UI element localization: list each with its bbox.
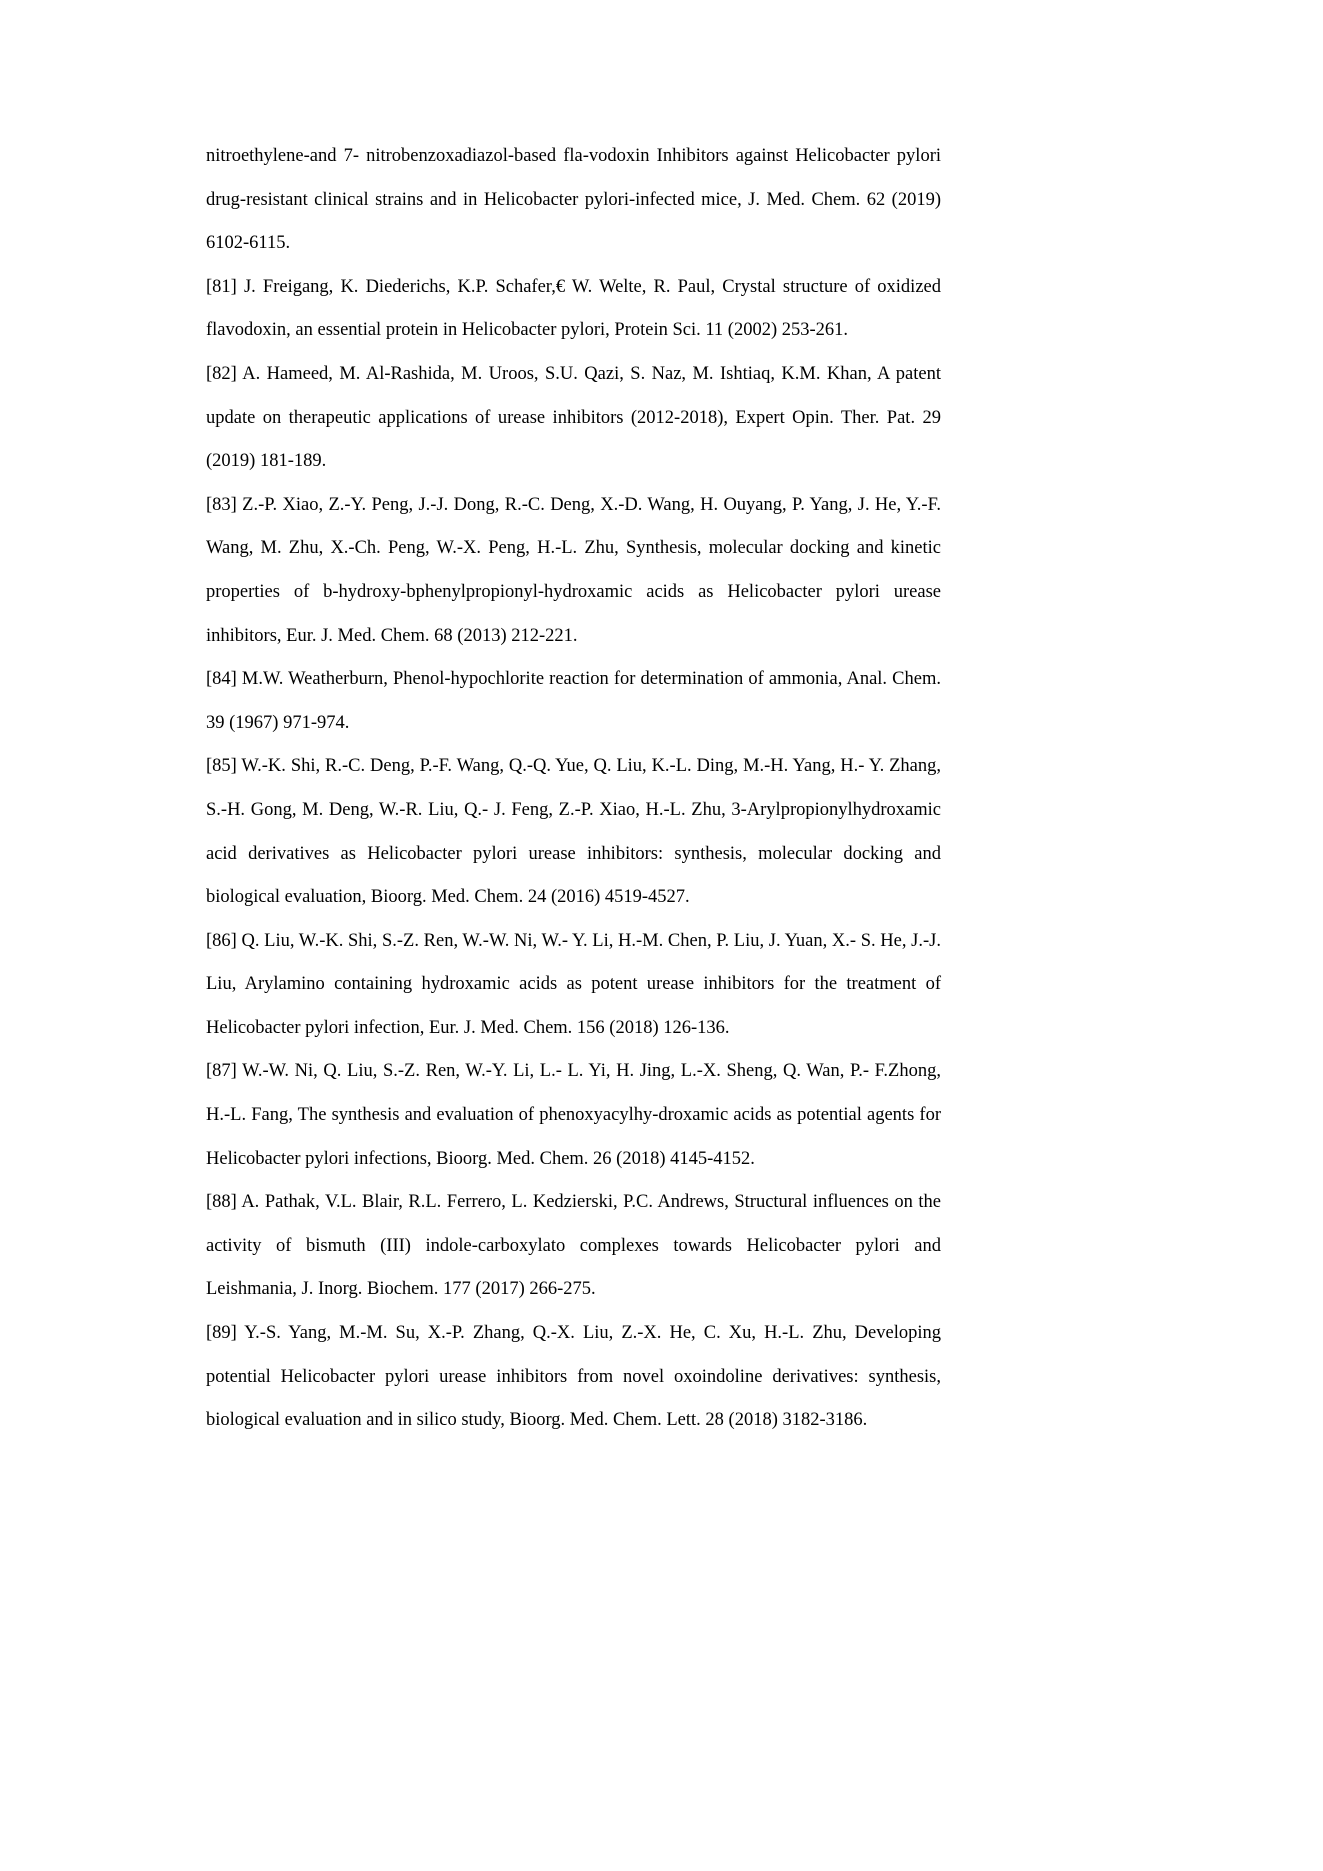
reference-83: [83] Z.-P. Xiao, Z.-Y. Peng, J.-J. Dong, R.-C. Deng, X.-D. Wang, H. Ouyang, P. Yang, J. He, Y.-F. Wang, M. Zhu, X.-Ch. Peng, W.-X. Peng, H.-L. Zhu, Synthesis, molecular docking and kinetic properties of b-hydroxy-bphenylpropionyl-hydroxamic acids as Helicobacter pylori urease inhibitors, Eur. J. Med. Chem. 68 (2013) 212-221. — [206, 494, 941, 646]
reference-82: [82] A. Hameed, M. Al-Rashida, M. Uroos, S.U. Qazi, S. Naz, M. Ishtiaq, K.M. Khan, A patent update on therapeutic applications of urease inhibitors (2012-2018), Expert Opin. Ther. Pat. 29 (2019) 181-189. — [206, 363, 941, 472]
reference-89: [89] Y.-S. Yang, M.-M. Su, X.-P. Zhang, Q.-X. Liu, Z.-X. He, C. Xu, H.-L. Zhu, Developing potential Helicobacter pylori urease inhibitors from novel oxoindoline derivatives: synthesis, biological evaluation and in silico study, Bioorg. Med. Chem. Lett. 28 (2018) 3182-3186. — [206, 1323, 941, 1431]
reference-87: [87] W.-W. Ni, Q. Liu, S.-Z. Ren, W.-Y. Li, L.- L. Yi, H. Jing, L.-X. Sheng, Q. Wan, P.- F.Zhong, H.-L. Fang, The synthesis and evaluation of phenoxyacylhy-droxamic acids as potential agents for Helicobacter pylori infections, Bioorg. Med. Chem. 26 (2018) 4145-4152. — [206, 1061, 941, 1169]
reference-list — [206, 135, 941, 1443]
reference-80-continuation: nitroethylene-and 7- nitrobenzoxadiazol-based fla-vodoxin Inhibitors against Helicobacter pylori drug-resistant clinical strains and in Helicobacter pylori-infected mice, J. Med. Chem. 62 (2019) 6102-6115. — [206, 146, 941, 254]
reference-88: [88] A. Pathak, V.L. Blair, R.L. Ferrero, L. Kedzierski, P.C. Andrews, Structural influences on the activity of bismuth (III) indole-carboxylato complexes towards Helicobacter pylori and Leishmania, J. Inorg. Biochem. 177 (2017) 266-275. — [206, 1192, 941, 1300]
reference-86: [86] Q. Liu, W.-K. Shi, S.-Z. Ren, W.-W. Ni, W.- Y. Li, H.-M. Chen, P. Liu, J. Yuan, X.- S. He, J.-J. Liu, Arylamino containing hydroxamic acids as potent urease inhibitors for the treatment of Helicobacter pylori infection, Eur. J. Med. Chem. 156 (2018) 126-136. — [206, 930, 941, 1038]
reference-84: [84] M.W. Weatherburn, Phenol-hypochlorite reaction for determination of ammonia, Anal. Chem. 39 (1967) 971-974. — [206, 669, 941, 733]
reference-85: [85] W.-K. Shi, R.-C. Deng, P.-F. Wang, Q.-Q. Yue, Q. Liu, K.-L. Ding, M.-H. Yang, H.- Y. Zhang, S.-H. Gong, M. Deng, W.-R. Liu, Q.- J. Feng, Z.-P. Xiao, H.-L. Zhu, 3-Arylpropionylhydroxamic acid derivatives as Helicobacter pylori urease inhibitors: synthesis, molecular docking and biological evaluation, Bioorg. Med. Chem. 24 (2016) 4519-4527. — [206, 756, 941, 908]
reference-81: [81] J. Freigang, K. Diederichs, K.P. Schafer,€ W. Welte, R. Paul, Crystal structure of oxidized flavodoxin, an essential protein in Helicobacter pylori, Protein Sci. 11 (2002) 253-261. — [206, 276, 941, 341]
